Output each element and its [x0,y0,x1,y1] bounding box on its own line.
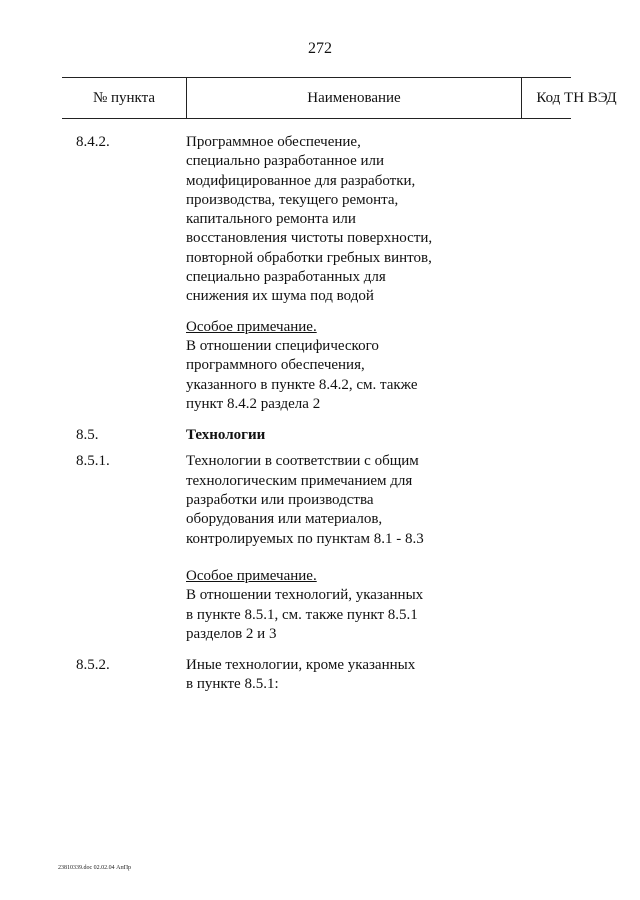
note-line: пункт 8.4.2 раздела 2 [186,395,321,412]
row-number: 8.5.1. [76,453,110,470]
note-line: программного обеспечения, [186,357,365,374]
special-note-heading: Особое примечание. [186,567,317,584]
row-number: 8.5. [76,427,99,444]
description-line: в пункте 8.5.1: [186,676,279,693]
row-description [186,426,466,445]
section-title: Технологии [186,427,266,444]
description-line: специально разработанное или [186,153,385,170]
description-line: специально разработанных для [186,269,386,286]
note-line: В отношении технологий, указанных [186,587,424,604]
note-line: В отношении специфического [186,337,379,354]
row-description [186,656,466,695]
description-line: Технологии в соответствии с общим [186,453,419,470]
document-footer: 23810339.doc 02.02.04 АпПр [58,865,132,871]
description-line: повторной обработки гребных винтов, [186,249,432,266]
special-note [186,318,466,414]
column-header-name: Наименование [186,78,522,118]
description-line: восстановления чистоты поверхности, [186,230,433,247]
row-description [186,133,466,414]
row-description [186,452,466,644]
table-row [62,133,571,414]
note-line: в пункте 8.5.1, см. также пункт 8.5.1 [186,606,418,623]
note-line: разделов 2 и 3 [186,625,277,642]
note-line: указанного в пункте 8.4.2, см. также [186,376,418,393]
description-line: оборудования или материалов, [186,511,383,528]
description-line: снижения их шума под водой [186,288,374,305]
table-row [62,426,571,445]
table-body [62,133,571,695]
description-line: производства, текущего ремонта, [186,191,399,208]
page-number: 272 [308,40,332,57]
table-header [62,77,617,119]
column-header-code: Код ТН ВЭД [536,90,617,106]
special-note-heading: Особое примечание. [186,318,317,335]
description-line: контролируемых по пунктам 8.1 - 8.3 [186,530,424,547]
special-note [186,567,466,644]
description-line: Программное обеспечение, [186,134,361,150]
description-line: модифицированное для разработки, [186,172,416,189]
description-line: Иные технологии, кроме указанных [186,657,416,674]
row-number: 8.4.2. [76,134,110,150]
row-number: 8.5.2. [76,657,110,674]
column-header-number: № пункта [92,90,156,106]
table-row [62,452,571,644]
description-line: разработки или производства [186,492,374,509]
description-line: капитального ремонта или [186,211,356,228]
table-row [62,656,571,695]
description-line: технологическим примечанием для [186,472,413,489]
